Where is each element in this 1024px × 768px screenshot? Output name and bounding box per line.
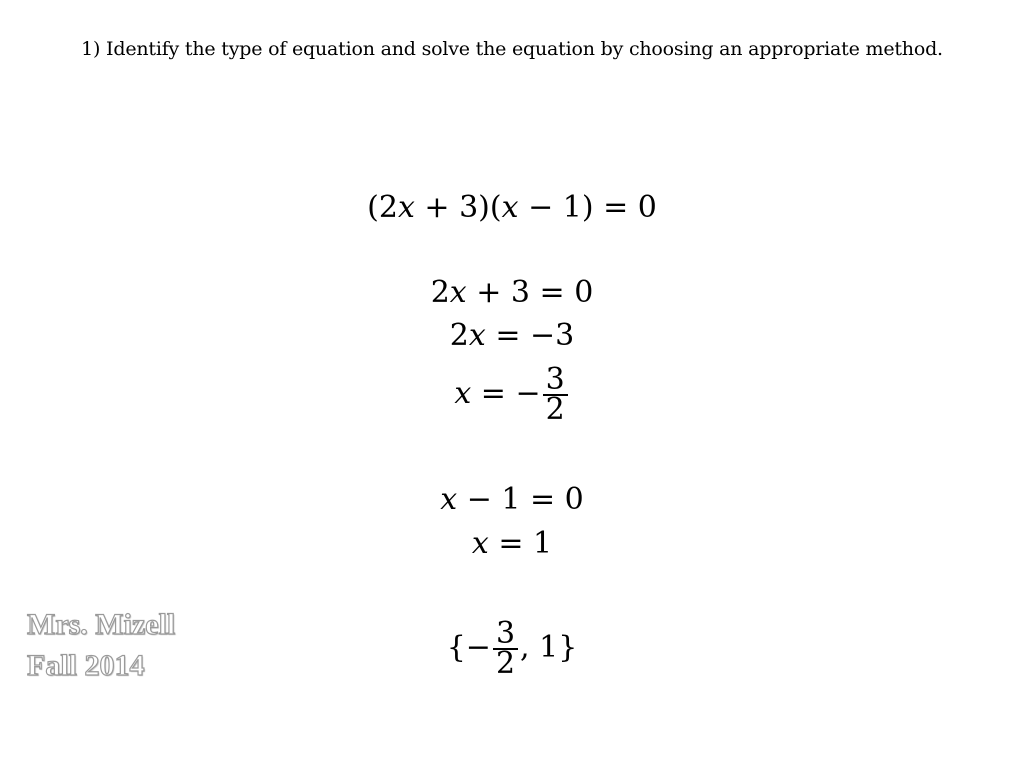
case2-line1 xyxy=(0,482,1024,518)
var-x: x xyxy=(471,526,489,561)
fraction-numerator: 3 xyxy=(543,366,568,396)
var-x: x xyxy=(449,275,467,310)
eq-rest: − 1 = 0 xyxy=(457,482,584,517)
eq-rest: = − xyxy=(471,376,541,411)
case1-line1 xyxy=(0,275,1024,311)
set-close: , 1} xyxy=(520,630,578,665)
eq-mid: + 3)( xyxy=(414,190,502,225)
eq-end: − 1) = 0 xyxy=(518,190,657,225)
question-text: 1) Identify the type of equation and solve the equation by choosing an appropriate method. xyxy=(81,38,943,60)
case2-line2 xyxy=(0,526,1024,562)
case1-line2 xyxy=(0,318,1024,354)
var-x: x xyxy=(440,482,458,517)
coef: 2 xyxy=(449,318,469,353)
var-x: x xyxy=(397,190,415,225)
eq-rest: + 3 = 0 xyxy=(466,275,594,310)
coef: 2 xyxy=(430,275,450,310)
coef: 2 xyxy=(378,190,398,225)
fraction-denominator: 2 xyxy=(495,646,516,681)
eq-rest: = −3 xyxy=(485,318,575,353)
var-x: x xyxy=(468,318,486,353)
case1-line3 xyxy=(0,362,1024,427)
fraction-numerator: 3 xyxy=(493,620,518,650)
fraction-denominator: 2 xyxy=(545,392,565,427)
var-x: x xyxy=(454,376,472,411)
set-open: {− xyxy=(446,630,491,665)
fraction xyxy=(543,362,568,427)
eq-rest: = 1 xyxy=(488,526,553,561)
factored-equation: (2x + 3)(x − 1) = 0 xyxy=(367,190,657,225)
var-x: x xyxy=(501,190,519,225)
watermark-author: Mrs. Mizell xyxy=(27,608,176,641)
fraction xyxy=(493,616,518,681)
watermark-term: Fall 2014 xyxy=(27,649,145,682)
